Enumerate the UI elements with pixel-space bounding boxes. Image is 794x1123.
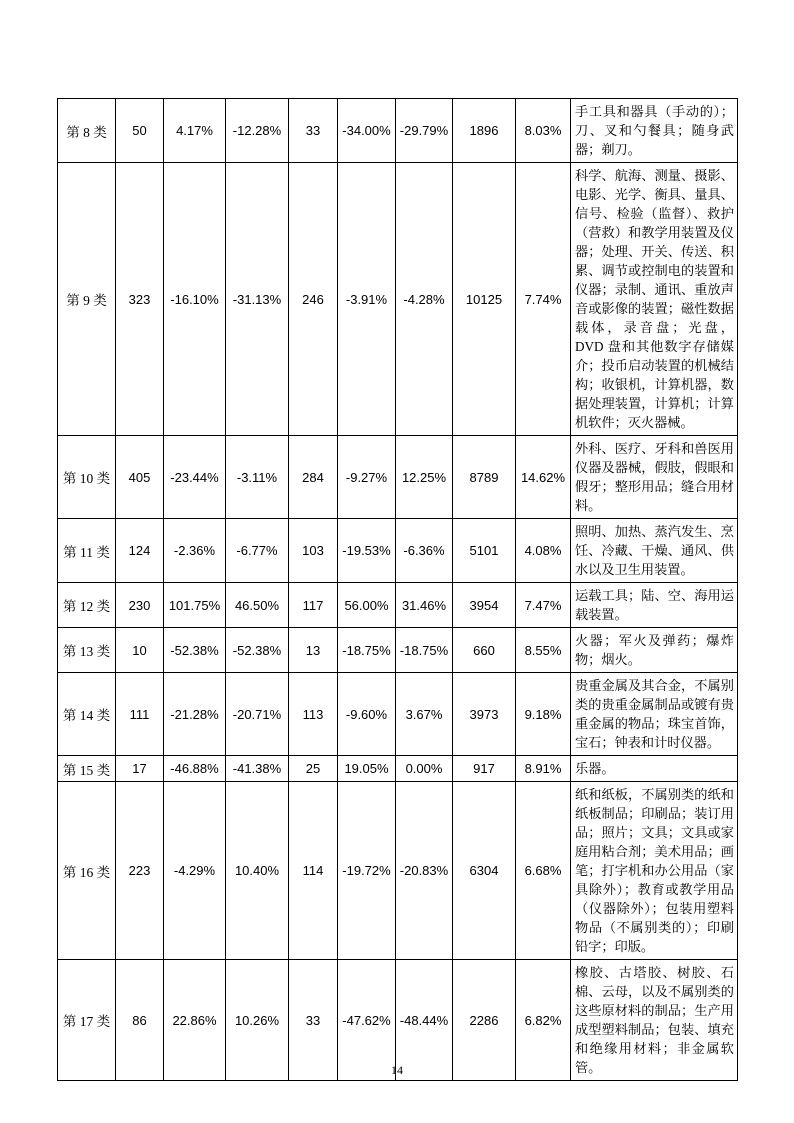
percent-cell-2: -12.28% [226,99,289,163]
percent-cell-4: -48.44% [396,960,453,1081]
class-description-cell: 手工具和器具（手动的）；刀、叉和勺餐具；随身武器；剃刀。 [571,99,738,163]
percent-cell-5: 8.91% [516,756,571,782]
percent-cell-5: 14.62% [516,436,571,519]
percent-cell-1: -2.36% [164,519,226,583]
value-cell-2: 113 [289,673,338,756]
table-row [58,628,738,673]
percent-cell-1: -4.29% [164,782,226,960]
percent-cell-3: -34.00% [338,99,396,163]
percent-cell-3: 56.00% [338,583,396,628]
value-cell-3: 5101 [453,519,516,583]
value-cell-1: 124 [116,519,164,583]
value-cell-3: 6304 [453,782,516,960]
table-row [58,756,738,782]
class-label-cell: 第 9 类 [58,163,116,436]
value-cell-1: 323 [116,163,164,436]
percent-cell-4: 0.00% [396,756,453,782]
percent-cell-3: -9.27% [338,436,396,519]
percent-cell-5: 8.55% [516,628,571,673]
table-row [58,673,738,756]
class-description-cell: 照明、加热、蒸汽发生、烹饪、冷藏、干燥、通风、供水以及卫生用装置。 [571,519,738,583]
class-label-cell: 第 11 类 [58,519,116,583]
class-description-cell: 贵重金属及其合金，不属别类的贵重金属制品或镀有贵重金属的物品；珠宝首饰，宝石；钟表和计时仪器。 [571,673,738,756]
value-cell-2: 114 [289,782,338,960]
value-cell-1: 223 [116,782,164,960]
value-cell-3: 2286 [453,960,516,1081]
value-cell-2: 103 [289,519,338,583]
value-cell-1: 86 [116,960,164,1081]
value-cell-3: 3973 [453,673,516,756]
value-cell-1: 50 [116,99,164,163]
percent-cell-3: -19.72% [338,782,396,960]
value-cell-2: 33 [289,99,338,163]
percent-cell-2: -52.38% [226,628,289,673]
percent-cell-1: 4.17% [164,99,226,163]
value-cell-2: 25 [289,756,338,782]
value-cell-3: 660 [453,628,516,673]
percent-cell-1: -21.28% [164,673,226,756]
value-cell-1: 10 [116,628,164,673]
percent-cell-2: 10.40% [226,782,289,960]
percent-cell-4: -4.28% [396,163,453,436]
value-cell-3: 10125 [453,163,516,436]
percent-cell-1: 22.86% [164,960,226,1081]
table-row [58,436,738,519]
percent-cell-5: 7.74% [516,163,571,436]
percent-cell-1: -46.88% [164,756,226,782]
trademark-class-table [57,98,738,1081]
class-label-cell: 第 8 类 [58,99,116,163]
value-cell-1: 230 [116,583,164,628]
percent-cell-2: 46.50% [226,583,289,628]
class-description-cell: 外科、医疗、牙科和兽医用仪器及器械，假肢，假眼和假牙；整形用品；缝合用材料。 [571,436,738,519]
class-label-cell: 第 15 类 [58,756,116,782]
value-cell-2: 117 [289,583,338,628]
class-description-cell: 火器；军火及弹药；爆炸物；烟火。 [571,628,738,673]
percent-cell-4: -6.36% [396,519,453,583]
percent-cell-5: 6.82% [516,960,571,1081]
class-label-cell: 第 10 类 [58,436,116,519]
table-row [58,782,738,960]
table-row [58,519,738,583]
percent-cell-2: -20.71% [226,673,289,756]
page-number: 14 [391,1063,403,1077]
percent-cell-1: 101.75% [164,583,226,628]
class-description-cell: 纸和纸板，不属别类的纸和纸板制品；印刷品；装订用品；照片；文具；文具或家庭用粘合剂；美术用品；画笔；打字机和办公用品（家具除外）；教育或教学用品（仪器除外）；包装用塑料物品（不属别类的）；印刷铅字；印版。 [571,782,738,960]
percent-cell-4: 31.46% [396,583,453,628]
table-row [58,583,738,628]
value-cell-3: 8789 [453,436,516,519]
percent-cell-5: 7.47% [516,583,571,628]
class-label-cell: 第 13 类 [58,628,116,673]
percent-cell-4: -18.75% [396,628,453,673]
percent-cell-5: 4.08% [516,519,571,583]
value-cell-1: 405 [116,436,164,519]
percent-cell-1: -23.44% [164,436,226,519]
percent-cell-2: -41.38% [226,756,289,782]
class-description-cell: 乐器。 [571,756,738,782]
class-label-cell: 第 14 类 [58,673,116,756]
percent-cell-3: 19.05% [338,756,396,782]
percent-cell-5: 6.68% [516,782,571,960]
percent-cell-3: -3.91% [338,163,396,436]
class-description-cell: 橡胶、古塔胶、树胶、石棉、云母，以及不属别类的这些原材料的制品；生产用成型塑料制品；包装、填充和绝缘用材料；非金属软管。 [571,960,738,1081]
table-row [58,163,738,436]
percent-cell-1: -16.10% [164,163,226,436]
percent-cell-2: -6.77% [226,519,289,583]
percent-cell-4: 3.67% [396,673,453,756]
class-label-cell: 第 16 类 [58,782,116,960]
class-description-cell: 运载工具；陆、空、海用运载装置。 [571,583,738,628]
percent-cell-2: -3.11% [226,436,289,519]
percent-cell-3: -9.60% [338,673,396,756]
value-cell-3: 1896 [453,99,516,163]
table-row [58,99,738,163]
percent-cell-4: -20.83% [396,782,453,960]
percent-cell-5: 9.18% [516,673,571,756]
percent-cell-5: 8.03% [516,99,571,163]
class-label-cell: 第 12 类 [58,583,116,628]
value-cell-3: 3954 [453,583,516,628]
percent-cell-2: -31.13% [226,163,289,436]
value-cell-2: 284 [289,436,338,519]
percent-cell-3: -18.75% [338,628,396,673]
percent-cell-4: -29.79% [396,99,453,163]
value-cell-1: 17 [116,756,164,782]
class-description-cell: 科学、航海、测量、摄影、电影、光学、衡具、量具、信号、检验（监督）、救护（营救）和教学用装置及仪器；处理、开关、传送、积累、调节或控制电的装置和仪器；录制、通讯、重放声音或影像的装置；磁性数据载体，录音盘；光盘，DVD 盘和其他数字存储媒介；投币启动装置的机械结构；收银机，计算机器，数据处理装置，计算机；计算机软件；灭火器械。 [571,163,738,436]
percent-cell-1: -52.38% [164,628,226,673]
table-body [58,99,738,1081]
value-cell-3: 917 [453,756,516,782]
percent-cell-3: -19.53% [338,519,396,583]
percent-cell-2: 10.26% [226,960,289,1081]
class-label-cell: 第 17 类 [58,960,116,1081]
value-cell-2: 13 [289,628,338,673]
percent-cell-3: -47.62% [338,960,396,1081]
value-cell-2: 246 [289,163,338,436]
value-cell-1: 111 [116,673,164,756]
percent-cell-4: 12.25% [396,436,453,519]
value-cell-2: 33 [289,960,338,1081]
